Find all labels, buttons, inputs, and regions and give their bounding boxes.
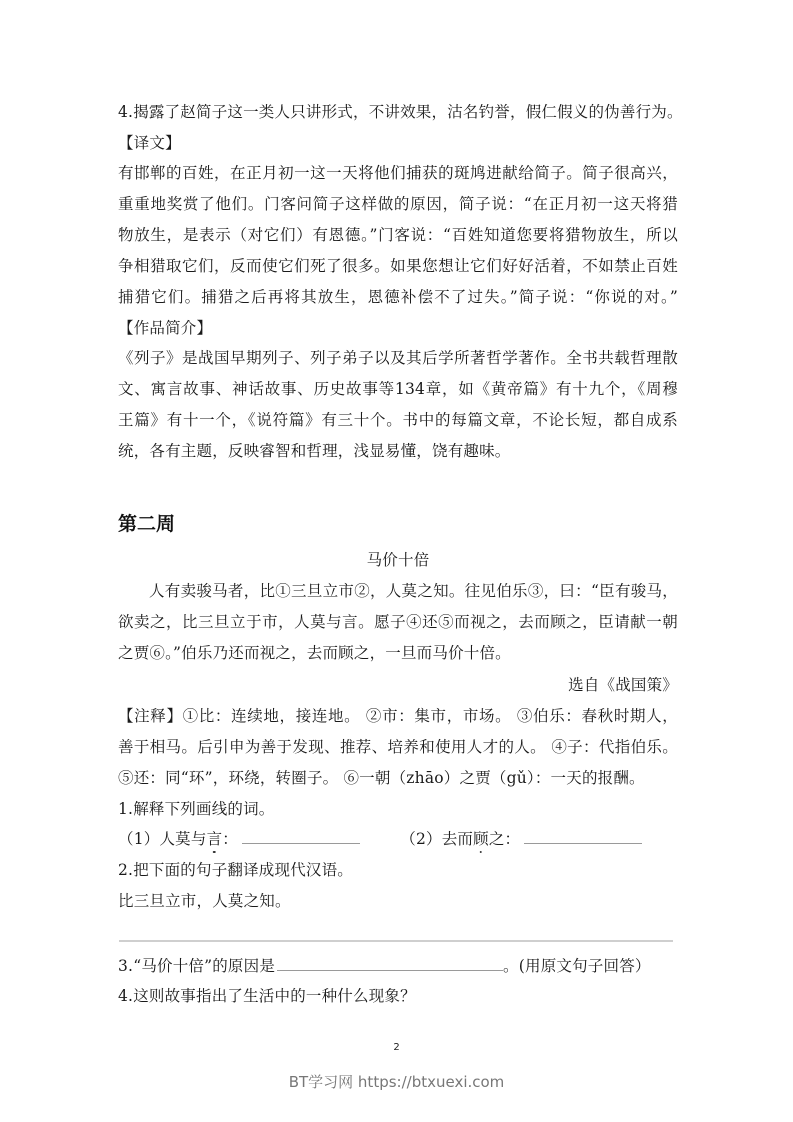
intro-line: 文、寓言故事、神话故事、历史故事等134章，如《黄帝篇》有十九个，《周穆 xyxy=(118,380,678,398)
intro-line: 王篇》有十一个，《说符篇》有三十个。书中的每篇文章，不论长短，都自成系 xyxy=(118,411,678,429)
q3-suffix: 。(用原文句子回答） xyxy=(503,957,651,975)
intro-line: 《列子》是战国早期列子、列子弟子以及其后学所著哲学著作。全书共载哲理散 xyxy=(118,349,678,367)
footer-watermark: BT学习网 https://btxuexi.com xyxy=(288,1073,505,1091)
q1-item2-suffix: 之： xyxy=(488,830,521,848)
question-4-prompt: 4.这则故事指出了生活中的一种什么现象？ xyxy=(118,987,416,1005)
question-2-prompt: 2.把下面的句子翻译成现代汉语。 xyxy=(118,861,353,879)
translation-line: 争相猎取它们，反而使它们死了很多。如果您想让它们好好活着，不如禁止百姓 xyxy=(118,257,678,275)
notes-line: 【注释】①比：连续地，接连地。 ②市：集市，市场。 ③伯乐：春秋时期人， xyxy=(118,707,678,725)
passage-line: 欲卖之，比三旦立于市，人莫与言。愿子④还⑤而视之，去而顾之，臣请献一朝 xyxy=(118,613,678,631)
passage-title: 马价十倍 xyxy=(366,551,430,569)
q1-item2-answer-blank[interactable] xyxy=(524,829,642,844)
question-3 xyxy=(118,956,678,976)
week-heading: 第二周 xyxy=(118,513,176,535)
q1-item2-marked-char: 顾 xyxy=(473,830,489,848)
q1-item1-answer-blank[interactable] xyxy=(242,829,360,844)
q3-prefix: 3.“马价十倍”的原因是 xyxy=(118,957,276,975)
q3-answer-blank[interactable] xyxy=(277,956,503,971)
intro-line: 统，各有主题，反映睿智和哲理，浅显易懂，饶有趣味。 xyxy=(118,442,511,460)
q1-item2-prefix: （2）去而 xyxy=(400,830,474,848)
answer-4-text: 4.揭露了赵简子这一类人只讲形式，不讲效果，沽名钓誉，假仁假义的伪善行为。 xyxy=(118,103,683,121)
translation-line: 有邯郸的百姓，在正月初一这一天将他们捕获的斑鸠进献给简子。简子很高兴， xyxy=(118,164,678,182)
translation-line: 物放生，是表示（对它们）有恩德。”门客说：“百姓知道您要将猎物放生，所以 xyxy=(118,226,678,244)
q1-item1-prefix: （1）人莫与 xyxy=(118,830,207,848)
page-number: 2 xyxy=(393,1042,400,1053)
question-2-answer-line[interactable] xyxy=(119,940,673,942)
passage-line: 人有卖骏马者，比①三旦立市②，人莫之知。往见伯乐③，曰：“臣有骏马， xyxy=(149,582,678,600)
translation-line: 捕猎它们。捕猎之后再将其放生，恩德补偿不了过失。”简子说：“你说的对。” xyxy=(118,288,678,306)
notes-line: ⑤还：同“环”，环绕，转圈子。 ⑥一朝（zhāo）之贾（gǔ）：一天的报酬。 xyxy=(118,769,645,787)
passage-source: 选自《战国策》 xyxy=(568,676,678,694)
passage-line: 之贾⑥。”伯乐乃还而视之，去而顾之，一旦而马价十倍。 xyxy=(118,644,511,662)
translation-heading: 【译文】 xyxy=(118,134,181,152)
question-1-items xyxy=(118,829,678,849)
q1-item1-suffix: ： xyxy=(222,830,238,848)
translation-line: 重重地奖赏了他们。门客问简子这样做的原因，简子说：“在正月初一这天将猎 xyxy=(118,195,678,213)
notes-line: 善于相马。后引申为善于发现、推荐、培养和使用人才的人。 ④子：代指伯乐。 xyxy=(118,738,678,756)
q1-item1-marked-char: 言 xyxy=(206,830,223,848)
intro-heading: 【作品简介】 xyxy=(118,319,213,337)
question-1-prompt: 1.解释下列画线的词。 xyxy=(118,800,275,818)
question-2-sentence: 比三旦立市，人莫之知。 xyxy=(118,892,291,910)
